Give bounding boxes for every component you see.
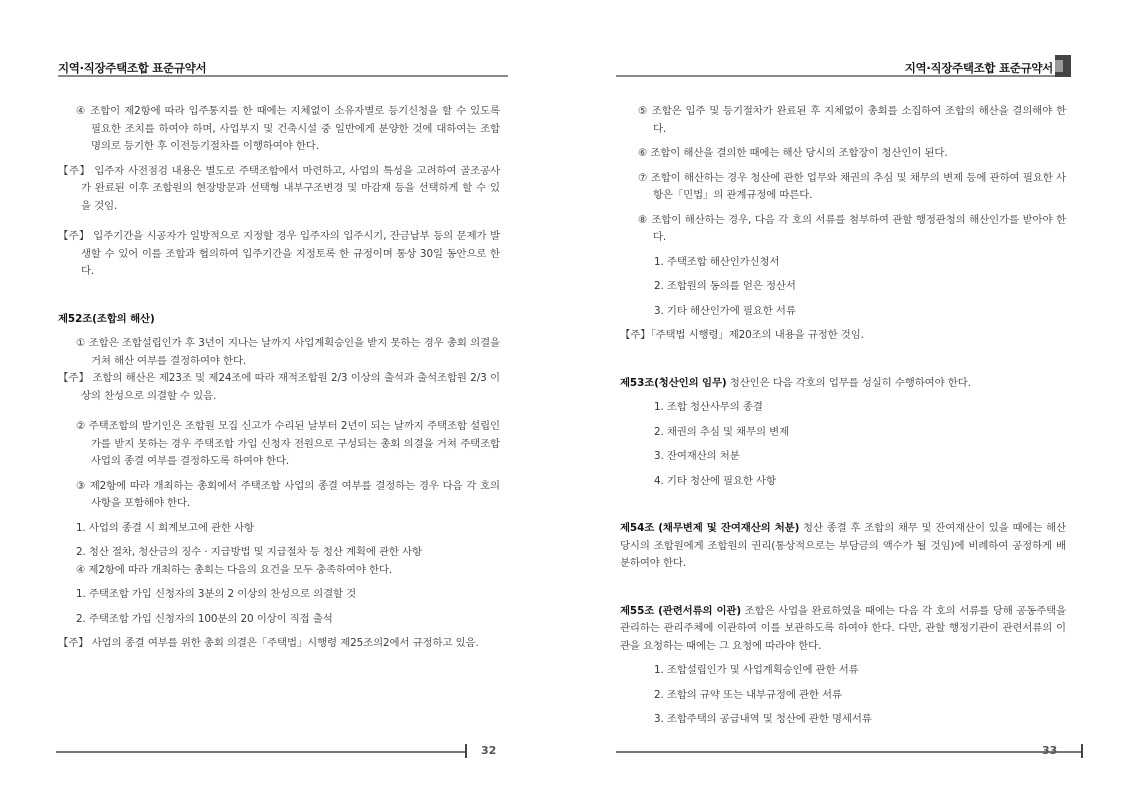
clause-4-item-1: 1. 주택조합 가입 신청자의 3분의 2 이상의 찬성으로 의결할 것 xyxy=(76,588,357,600)
article-55-item-2: 2. 조합의 규약 또는 내부규정에 관한 서류 xyxy=(654,688,842,701)
page-number-left: 32 xyxy=(481,744,497,757)
paragraph-8: ⑧ 조합이 해산하는 경우, 다음 각 호의 서류를 첨부하여 관할 행정관청의 해산인가를 받아야 한다. xyxy=(638,213,1066,243)
note-termination-vote: 【주】 사업의 종결 여부를 위한 총회 의결은「주택법」시행령 제25조의2에서 규정하고 있음. xyxy=(58,637,479,649)
article-52-clause-3: ③ 제2항에 따라 개최하는 총회에서 주택조합 사업의 종결 여부를 결정하는 경우 다음 각 호의 사항을 포함해야 한다. xyxy=(76,479,500,509)
right-page xyxy=(560,0,1121,793)
footer-tick-right xyxy=(1081,744,1083,758)
paragraph-4: ④ 조합이 제2항에 따라 입주통지를 한 때에는 지체없이 소유자별로 등기신청을 할 수 있도록 필요한 조치를 하여야 하며, 사업부지 및 건축시설 중 일반에게 분양한 것에 대하여는 조합명의로 등기한 후 이전등기절차를 이행하여야 한다. xyxy=(76,105,500,152)
note-inspection: 【주】 입주자 사전점검 내용은 별도로 주택조합에서 마련하고, 사업의 특성을 고려하여 골조공사가 완료된 이후 조합원의 현장방문과 선택형 내부구조변경 및 마감재 등을 선택하게 할 수 있을 것임. xyxy=(58,164,500,212)
page-number-right: 33 xyxy=(1042,744,1058,757)
article-53 xyxy=(620,375,1066,393)
article-52-clause-1: ① 조합은 조합설립인가 후 3년이 지나는 날까지 사업계획승인을 받지 못하는 경우 총회 의결을 거쳐 해산 여부를 결정하여야 한다. xyxy=(76,337,500,367)
article-55 xyxy=(620,603,1066,656)
article-55-body: 조합은 사업을 완료하였을 때에는 다음 각 호의 서류를 당해 공동주택을 관리하는 관리주체에 이관하여 이를 보관하도록 하여야 한다. 다만, 관할 행정기관이 관련서류의 이관을 요청하는 때에는 그 요청에 따라야 한다. xyxy=(620,604,1067,652)
article-53-body: 청산인은 다음 각호의 업무를 성실히 수행하여야 한다. xyxy=(726,376,971,389)
footer-rule-left xyxy=(56,751,465,753)
paragraph-8-item-2: 2. 조합원의 동의를 얻은 정산서 xyxy=(654,280,796,292)
header-rule-right xyxy=(616,75,1071,77)
article-54 xyxy=(620,520,1066,573)
paragraph-8-item-1: 1. 주택조합 해산인가신청서 xyxy=(654,255,780,268)
article-52-title: 제52조(조합의 해산) xyxy=(58,312,155,325)
header-corner-block-shade xyxy=(1055,60,1063,72)
footer-rule-right xyxy=(616,751,1081,753)
article-53-item-2: 2. 채권의 추심 및 채무의 변제 xyxy=(654,425,790,438)
clause-4-item-2: 2. 주택조합 가입 신청자의 100분의 20 이상이 직접 출석 xyxy=(76,612,333,625)
paragraph-8-item-3: 3. 기타 해산인가에 필요한 서류 xyxy=(654,304,796,317)
clause-3-item-1: 1. 사업의 종결 시 회계보고에 관한 사항 xyxy=(76,521,254,534)
footer-tick-left xyxy=(465,744,467,758)
article-53-item-3: 3. 잔여재산의 처분 xyxy=(654,450,740,462)
article-54-body: 청산 종결 후 조합의 채무 및 잔여재산이 있을 때에는 해산당시의 조합원에게 조합원의 권리(통상적으로는 부담금의 액수가 될 것임)에 비례하여 공정하게 배분하여야 한다. xyxy=(620,522,1067,569)
article-54-title: 제54조 (채무변제 및 잔여재산의 처분) xyxy=(620,522,800,534)
article-52-clause-2: ② 주택조합의 발기인은 조합원 모집 신고가 수리된 날부터 2년이 되는 날까지 주택조합 설립인가를 받지 못하는 경우 주택조합 가입 신청자 전원으로 구성되는 총회 의결을 거쳐 주택조합 사업의 종결 여부를 결정하도록 하여야 한다. xyxy=(76,420,500,467)
running-header-right: 지역·직장주택조합 표준규약서 xyxy=(904,61,1053,75)
paragraph-7: ⑦ 조합이 해산하는 경우 청산에 관한 업무와 채권의 추심 및 채무의 변제 등에 관하여 필요한 사항은「민법」의 관계규정에 따른다. xyxy=(638,171,1066,201)
paragraph-5: ⑤ 조합은 입주 및 등기절차가 완료된 후 지체없이 총회를 소집하여 조합의 해산을 결의해야 한다. xyxy=(638,105,1066,135)
note-move-in-period: 【주】 입주기간을 시공자가 일방적으로 지정할 경우 입주자의 입주시기, 잔금납부 등의 문제가 발생할 수 있어 이를 조합과 협의하여 입주기간을 지정토록 한 규정이며 통상 30일 동안으로 한다. xyxy=(58,230,500,277)
paragraph-6: ⑥ 조합이 해산을 결의한 때에는 해산 당시의 조합장이 청산인이 된다. xyxy=(638,147,948,159)
article-55-item-1: 1. 조합설립인가 및 사업계획승인에 관한 서류 xyxy=(654,664,859,676)
running-header-left: 지역·직장주택조합 표준규약서 xyxy=(58,61,207,75)
note-dissolution-vote: 【주】 조합의 해산은 제23조 및 제24조에 따라 재적조합원 2/3 이상의 출석과 출석조합원 2/3 이상의 찬성으로 의결할 수 있음. xyxy=(58,372,500,402)
header-rule-left xyxy=(58,75,508,77)
article-55-title: 제55조 (관련서류의 이관) xyxy=(620,604,741,617)
article-53-title: 제53조(청산인의 임무) xyxy=(620,376,727,389)
article-55-item-3: 3. 조합주택의 공급내역 및 청산에 관한 명세서류 xyxy=(654,713,872,725)
note-enforcement-decree: 【주】「주택법 시행령」제20조의 내용을 규정한 것임. xyxy=(620,329,864,341)
right-content xyxy=(620,103,1067,729)
article-52-clause-4: ④ 제2항에 따라 개최하는 총회는 다음의 요건을 모두 충족하여야 한다. xyxy=(76,563,393,576)
article-53-item-4: 4. 기타 청산에 필요한 사항 xyxy=(654,474,776,487)
left-page xyxy=(0,0,560,793)
left-content xyxy=(58,103,500,653)
clause-3-item-2: 2. 청산 절차, 청산금의 징수 · 지급방법 및 지급절차 등 청산 계획에 관한 사항 xyxy=(76,546,422,558)
article-53-item-1: 1. 조합 청산사무의 종결 xyxy=(654,401,763,413)
